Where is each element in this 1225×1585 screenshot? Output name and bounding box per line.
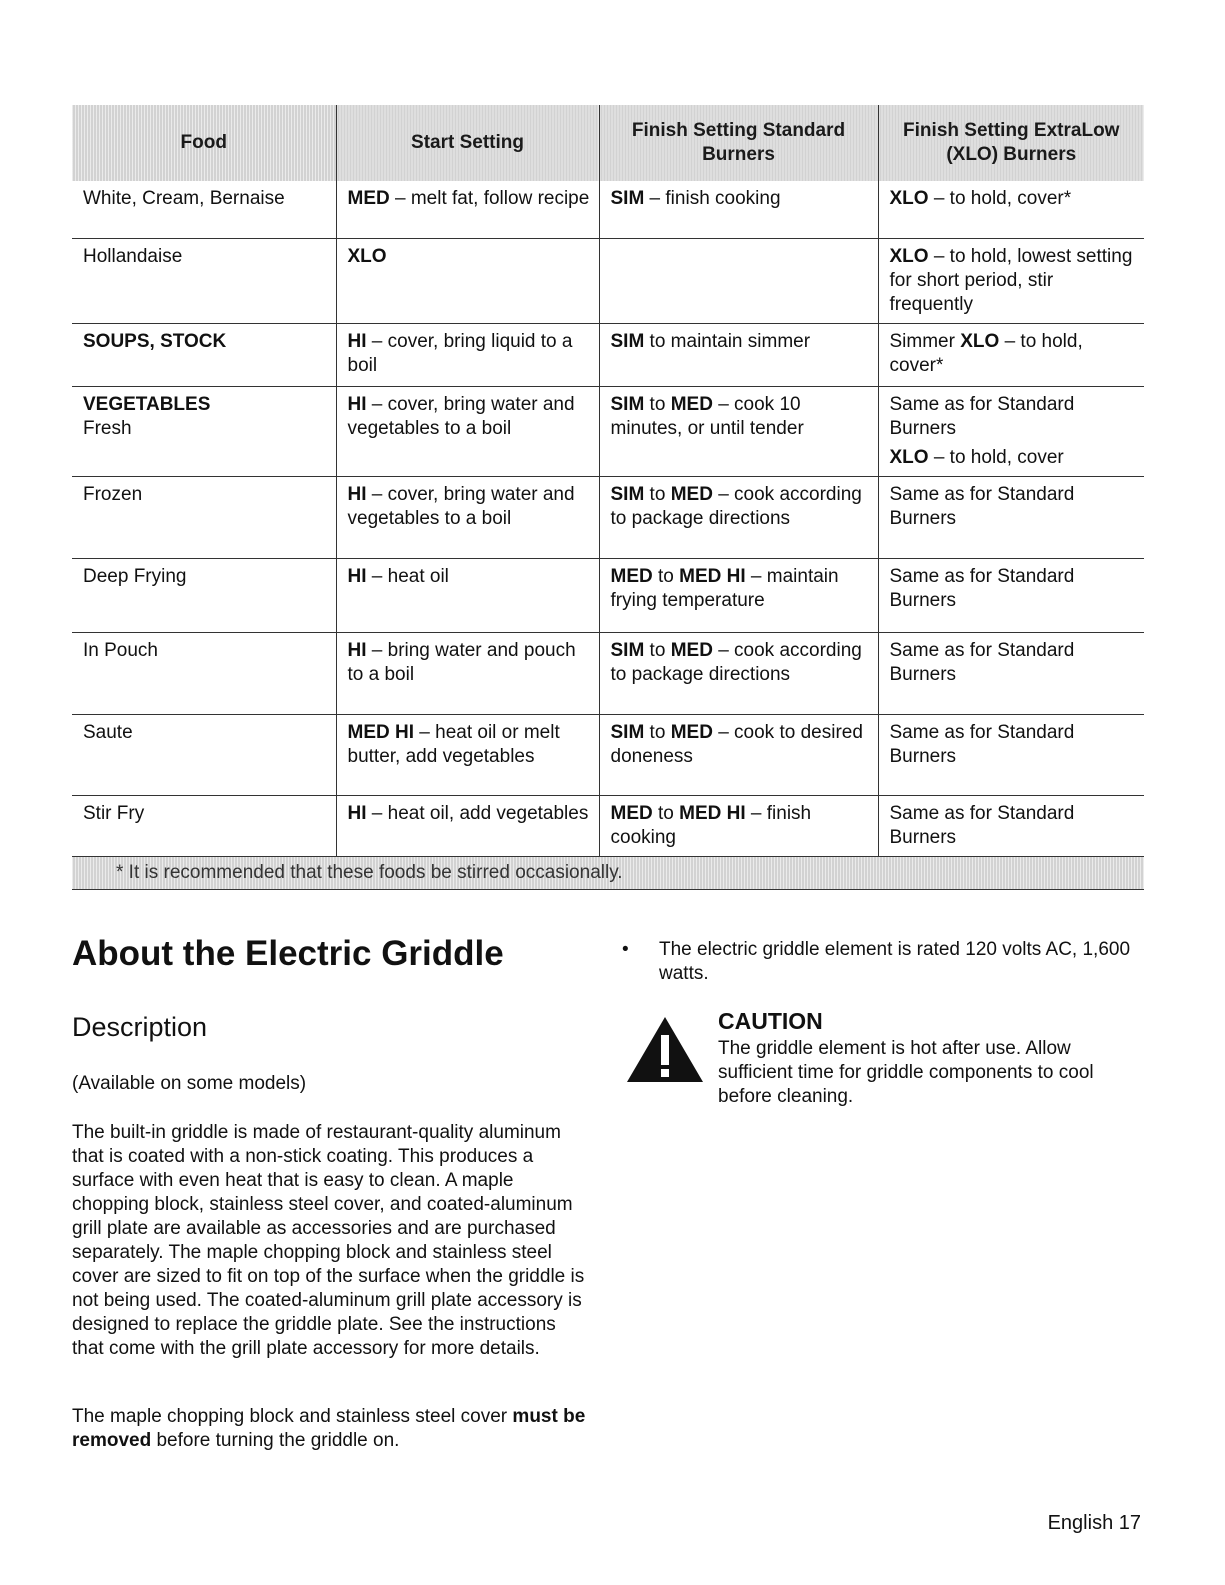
cell-food: White, Cream, Bernaise <box>83 188 285 209</box>
cell-finish-xlo: Same as for Standard Burners <box>878 795 1144 856</box>
cell-finish-standard: SIM to MED – cook 10 minutes, or until tender <box>599 386 878 476</box>
table-footnote: * It is recommended that these foods be stirred occasionally. <box>72 856 1144 889</box>
header-food: Food <box>72 105 336 181</box>
table-row <box>72 181 1144 238</box>
cell-finish-standard: SIM – finish cooking <box>599 181 878 238</box>
section-subtitle: Description <box>72 1012 208 1042</box>
cell-start-setting: HI – cover, bring water and vegetables to a boil <box>336 476 599 558</box>
cell-food: In Pouch <box>72 632 336 714</box>
caution-title: CAUTION <box>718 1008 823 1034</box>
cell-start-setting: HI – heat oil, add vegetables <box>336 795 599 856</box>
table-row <box>72 476 1144 558</box>
removal-warning-paragraph: The maple chopping block and stainless steel cover must be removed before turning the griddle on. <box>72 1406 586 1451</box>
cell-finish-standard: SIM to MED – cook according to package directions <box>599 632 878 714</box>
rating-text: The electric griddle element is rated 120 volts AC, 1,600 watts. <box>659 939 1131 984</box>
warning-triangle-icon <box>625 1015 705 1085</box>
cell-finish-xlo: XLO – to hold, lowest setting for short period, stir frequently <box>878 238 1144 323</box>
table-row <box>72 323 1144 386</box>
caution-text: The griddle element is hot after use. Allow sufficient time for griddle components to cool before cleaning. <box>718 1038 1094 1107</box>
cell-start-setting: MED – melt fat, follow recipe <box>336 181 599 238</box>
cell-food: Saute <box>72 714 336 795</box>
cell-finish-xlo: Same as for Standard Burners <box>878 632 1144 714</box>
page-number: English 17 <box>1047 1512 1141 1534</box>
table-header-row <box>72 105 1144 181</box>
cooking-settings-table <box>72 105 1144 890</box>
cell-finish-xlo: Same as for Standard Burners XLO – to hold, cover <box>878 386 1144 476</box>
header-finish-standard: Finish Setting Standard Burners <box>599 105 878 181</box>
description-paragraph: The built-in griddle is made of restaurant-quality aluminum that is coated with a non-stick coating. This produces a surface with even heat that is easy to clean. A maple chopping block, stainless steel cover, and coated-aluminum grill plate are available as accessories and are purchased separately. The maple chopping block and stainless steel cover are sized to fit on top of the surface when the griddle is not being used. The coated-aluminum grill plate accessory is designed to replace the griddle plate. See the instructions that come with the grill plate accessory for more details. <box>72 1122 585 1359</box>
cell-finish-standard: SIM to maintain simmer <box>599 323 878 386</box>
header-start-setting: Start Setting <box>336 105 599 181</box>
table-row <box>72 238 1144 323</box>
table-row <box>72 795 1144 856</box>
cell-start-setting: MED HI – heat oil or melt butter, add vegetables <box>336 714 599 795</box>
header-finish-xlo: Finish Setting ExtraLow (XLO) Burners <box>878 105 1144 181</box>
cell-finish-standard: SIM to MED – cook to desired doneness <box>599 714 878 795</box>
table-row <box>72 386 1144 476</box>
cell-food: Deep Frying <box>72 558 336 632</box>
cell-food: SOUPS, STOCK <box>72 323 336 386</box>
table-row <box>72 632 1144 714</box>
cell-start-setting: XLO <box>336 238 599 323</box>
section-title: About the Electric Griddle <box>72 934 504 973</box>
cell-food: Frozen <box>72 476 336 558</box>
cell-finish-xlo: Same as for Standard Burners <box>878 714 1144 795</box>
cell-food: VEGETABLES Fresh <box>72 386 336 476</box>
table-row <box>72 714 1144 795</box>
cell-finish-xlo: Same as for Standard Burners <box>878 476 1144 558</box>
cell-finish-xlo: Same as for Standard Burners <box>878 558 1144 632</box>
cell-start-setting: HI – cover, bring water and vegetables to a boil <box>336 386 599 476</box>
rating-bullet <box>622 938 1132 986</box>
cell-food: Stir Fry <box>72 795 336 856</box>
cell-finish-xlo: Simmer XLO – to hold, cover* <box>878 323 1144 386</box>
cell-finish-xlo: XLO – to hold, cover* <box>878 181 1144 238</box>
cell-start-setting: HI – bring water and pouch to a boil <box>336 632 599 714</box>
cell-xlo-extra: XLO – to hold, cover <box>889 446 1064 468</box>
cell-finish-standard: SIM to MED – cook according to package directions <box>599 476 878 558</box>
bullet-dot-icon: • <box>622 939 629 960</box>
cell-food: Hollandaise <box>72 238 336 323</box>
cell-finish-standard <box>599 238 878 323</box>
cell-start-setting: HI – heat oil <box>336 558 599 632</box>
table-row <box>72 558 1144 632</box>
must-be-removed-emphasis: must be removed <box>72 1406 586 1451</box>
cell-start-setting: HI – cover, bring liquid to a boil <box>336 323 599 386</box>
availability-note: (Available on some models) <box>72 1073 307 1094</box>
cell-finish-standard: MED to MED HI – finish cooking <box>599 795 878 856</box>
cell-finish-standard: MED to MED HI – maintain frying temperature <box>599 558 878 632</box>
